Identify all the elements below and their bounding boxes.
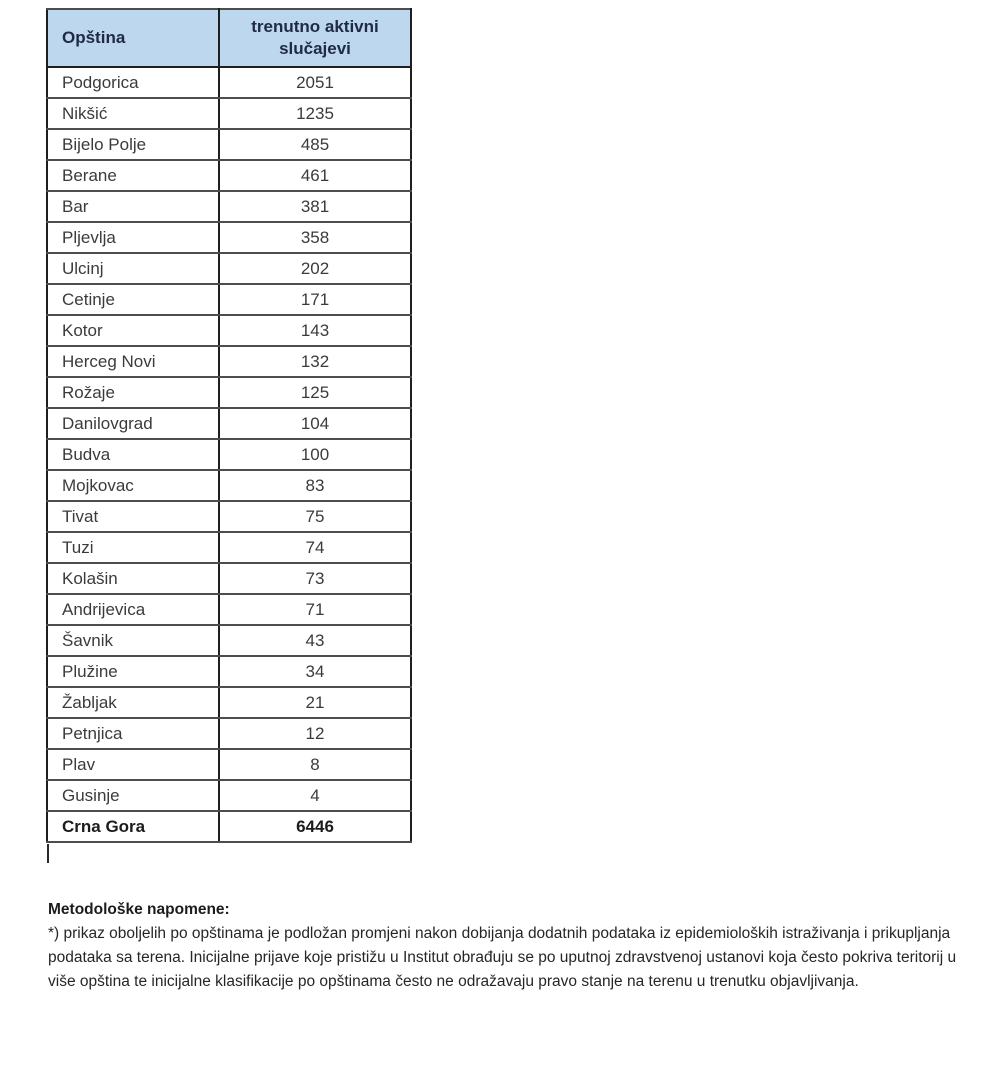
cases-cell: 100 [219, 439, 411, 470]
municipality-cell: Podgorica [47, 67, 219, 98]
table-row [47, 191, 411, 222]
cases-cell: 83 [219, 470, 411, 501]
municipality-cell: Plužine [47, 656, 219, 687]
municipality-cell: Petnjica [47, 718, 219, 749]
cases-cell: 4 [219, 780, 411, 811]
municipality-cell: Kolašin [47, 563, 219, 594]
table-header [47, 9, 411, 67]
cases-cell: 2051 [219, 67, 411, 98]
municipality-cell: Ulcinj [47, 253, 219, 284]
table-row [47, 656, 411, 687]
cases-cell: 461 [219, 160, 411, 191]
municipality-cell: Bar [47, 191, 219, 222]
municipality-cell: Herceg Novi [47, 346, 219, 377]
table-row [47, 408, 411, 439]
municipality-cell: Bijelo Polje [47, 129, 219, 160]
table-row [47, 253, 411, 284]
table-row [47, 594, 411, 625]
municipality-cell: Andrijevica [47, 594, 219, 625]
table-row [47, 315, 411, 346]
cases-cell: 43 [219, 625, 411, 656]
cases-cell: 358 [219, 222, 411, 253]
municipality-cell: Budva [47, 439, 219, 470]
cases-cell: 71 [219, 594, 411, 625]
table-row [47, 718, 411, 749]
column-header-municipality: Opština [47, 9, 219, 67]
municipality-cell: Rožaje [47, 377, 219, 408]
text-cursor [47, 844, 49, 863]
notes-heading: Metodološke napomene: [48, 901, 230, 918]
table-row [47, 98, 411, 129]
active-cases-table-container [46, 8, 412, 843]
municipality-cell: Kotor [47, 315, 219, 346]
table-row [47, 470, 411, 501]
table-row [47, 501, 411, 532]
table-footer [47, 811, 411, 842]
header-row [47, 9, 411, 67]
cases-cell: 75 [219, 501, 411, 532]
municipality-cell: Mojkovac [47, 470, 219, 501]
table-row [47, 439, 411, 470]
municipality-cell: Šavnik [47, 625, 219, 656]
cases-cell: 171 [219, 284, 411, 315]
table-row [47, 749, 411, 780]
cases-cell: 485 [219, 129, 411, 160]
table-row [47, 160, 411, 191]
municipality-cell: Plav [47, 749, 219, 780]
municipality-cell: Tivat [47, 501, 219, 532]
table-row [47, 346, 411, 377]
table-row [47, 687, 411, 718]
table-row [47, 625, 411, 656]
municipality-cell: Gusinje [47, 780, 219, 811]
municipality-cell: Nikšić [47, 98, 219, 129]
municipality-cell: Cetinje [47, 284, 219, 315]
table-body [47, 67, 411, 811]
table-row [47, 563, 411, 594]
cases-cell: 12 [219, 718, 411, 749]
municipality-cell: Pljevlja [47, 222, 219, 253]
cases-cell: 132 [219, 346, 411, 377]
municipality-cell: Žabljak [47, 687, 219, 718]
table-row [47, 377, 411, 408]
cases-cell: 21 [219, 687, 411, 718]
notes-body-text: *) prikaz oboljelih po opštinama je podložan promjeni nakon dobijanja dodatnih podataka iz epidemioloških istraživanja i prikupljanja podataka sa terena. Inicijalne prijave koje pristižu u Institut obrađuju se po uputnoj zdravstvenoj ustanovi koja često pokriva teritorij u više opština te inicijalne klasifikacije po opštinama često ne odražavaju pravo stanje na terenu u trenutku objavljivanja. [48, 925, 957, 990]
column-header-active-cases: trenutno aktivni slučajevi [219, 9, 411, 67]
methodological-notes [48, 898, 978, 994]
total-label-cell: Crna Gora [47, 811, 219, 842]
cases-cell: 125 [219, 377, 411, 408]
table-row [47, 780, 411, 811]
municipality-cell: Tuzi [47, 532, 219, 563]
cases-cell: 104 [219, 408, 411, 439]
cases-cell: 202 [219, 253, 411, 284]
cases-cell: 74 [219, 532, 411, 563]
cases-cell: 381 [219, 191, 411, 222]
cases-cell: 34 [219, 656, 411, 687]
table-row [47, 532, 411, 563]
municipality-cell: Danilovgrad [47, 408, 219, 439]
cases-cell: 143 [219, 315, 411, 346]
total-cases-cell: 6446 [219, 811, 411, 842]
municipality-cell: Berane [47, 160, 219, 191]
cases-cell: 1235 [219, 98, 411, 129]
table-row [47, 129, 411, 160]
total-row [47, 811, 411, 842]
cases-cell: 73 [219, 563, 411, 594]
cases-cell: 8 [219, 749, 411, 780]
table-row [47, 284, 411, 315]
active-cases-table [46, 8, 412, 843]
table-row [47, 222, 411, 253]
table-row [47, 67, 411, 98]
